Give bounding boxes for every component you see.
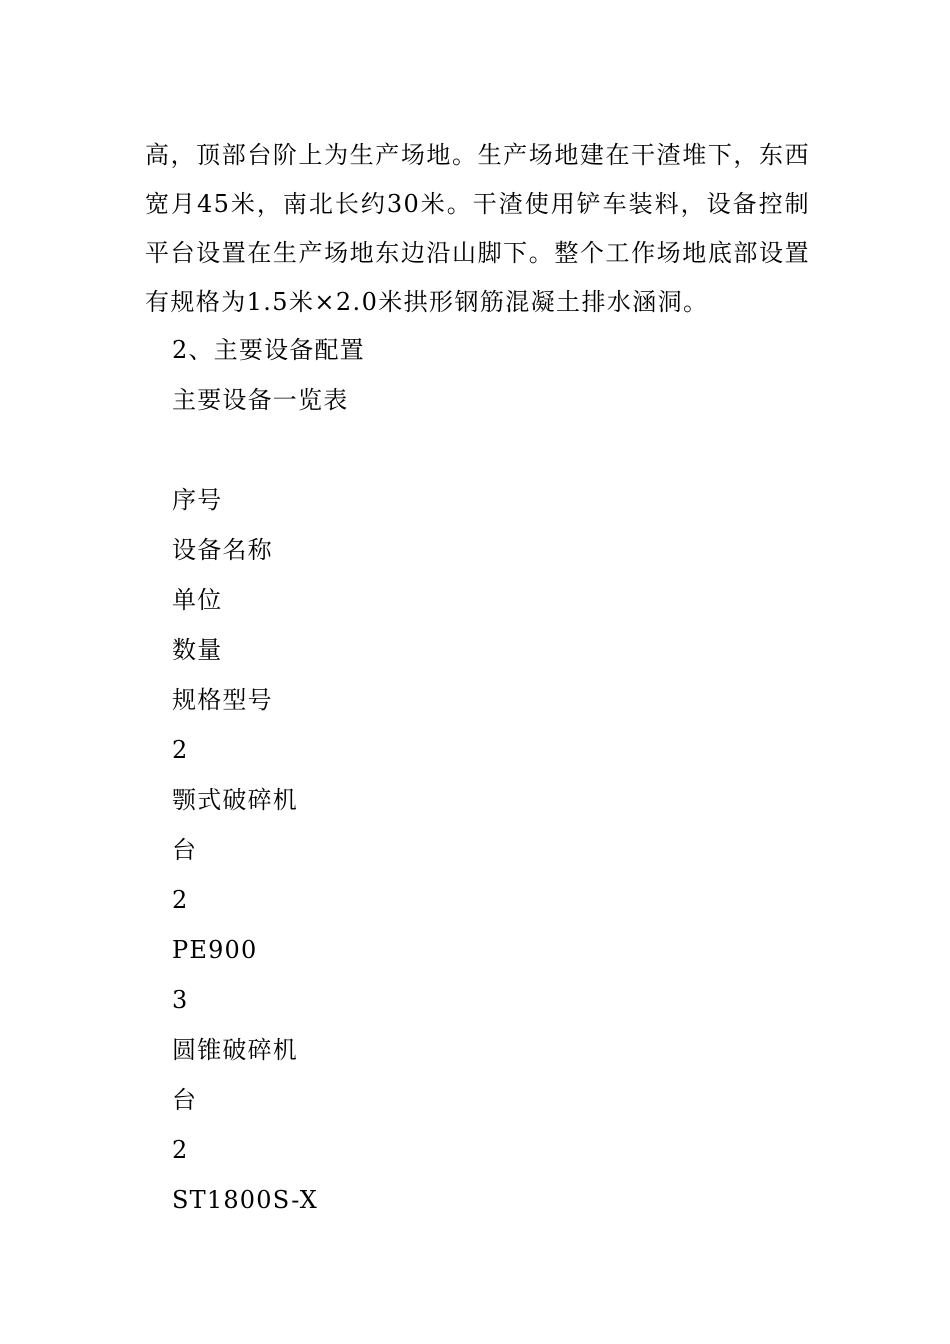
table-header-name: 设备名称 bbox=[172, 536, 273, 564]
table-title: 主要设备一览表 bbox=[172, 386, 349, 414]
table-cell-row2-name: 圆锥破碎机 bbox=[172, 1036, 298, 1064]
table-cell-row2-model: ST1800S-X bbox=[172, 1186, 318, 1214]
section-heading: 2、主要设备配置 bbox=[172, 336, 365, 364]
table-cell-row1-name: 颚式破碎机 bbox=[172, 786, 298, 814]
table-cell-row2-index: 3 bbox=[172, 986, 189, 1014]
table-cell-row2-quantity: 2 bbox=[172, 1136, 189, 1164]
table-cell-row1-quantity: 2 bbox=[172, 886, 189, 914]
table-header-quantity: 数量 bbox=[172, 636, 223, 664]
table-cell-row1-index: 2 bbox=[172, 736, 189, 764]
body-paragraph: 高，顶部台阶上为生产场地。生产场地建在干渣堆下，东西宽月45米，南北长约30米。干渣使用铲车装料，设备控制平台设置在生产场地东边沿山脚下。整个工作场地底部设置有规格为1.5米×2.0米拱形钢筋混凝土排水涵洞。 bbox=[145, 141, 810, 316]
table-cell-row1-unit: 台 bbox=[172, 836, 198, 864]
table-cell-row1-model: PE900 bbox=[172, 936, 258, 964]
table-header-index: 序号 bbox=[172, 486, 223, 514]
table-header-model: 规格型号 bbox=[172, 686, 273, 714]
table-header-unit: 单位 bbox=[172, 586, 223, 614]
table-cell-row2-unit: 台 bbox=[172, 1086, 198, 1114]
